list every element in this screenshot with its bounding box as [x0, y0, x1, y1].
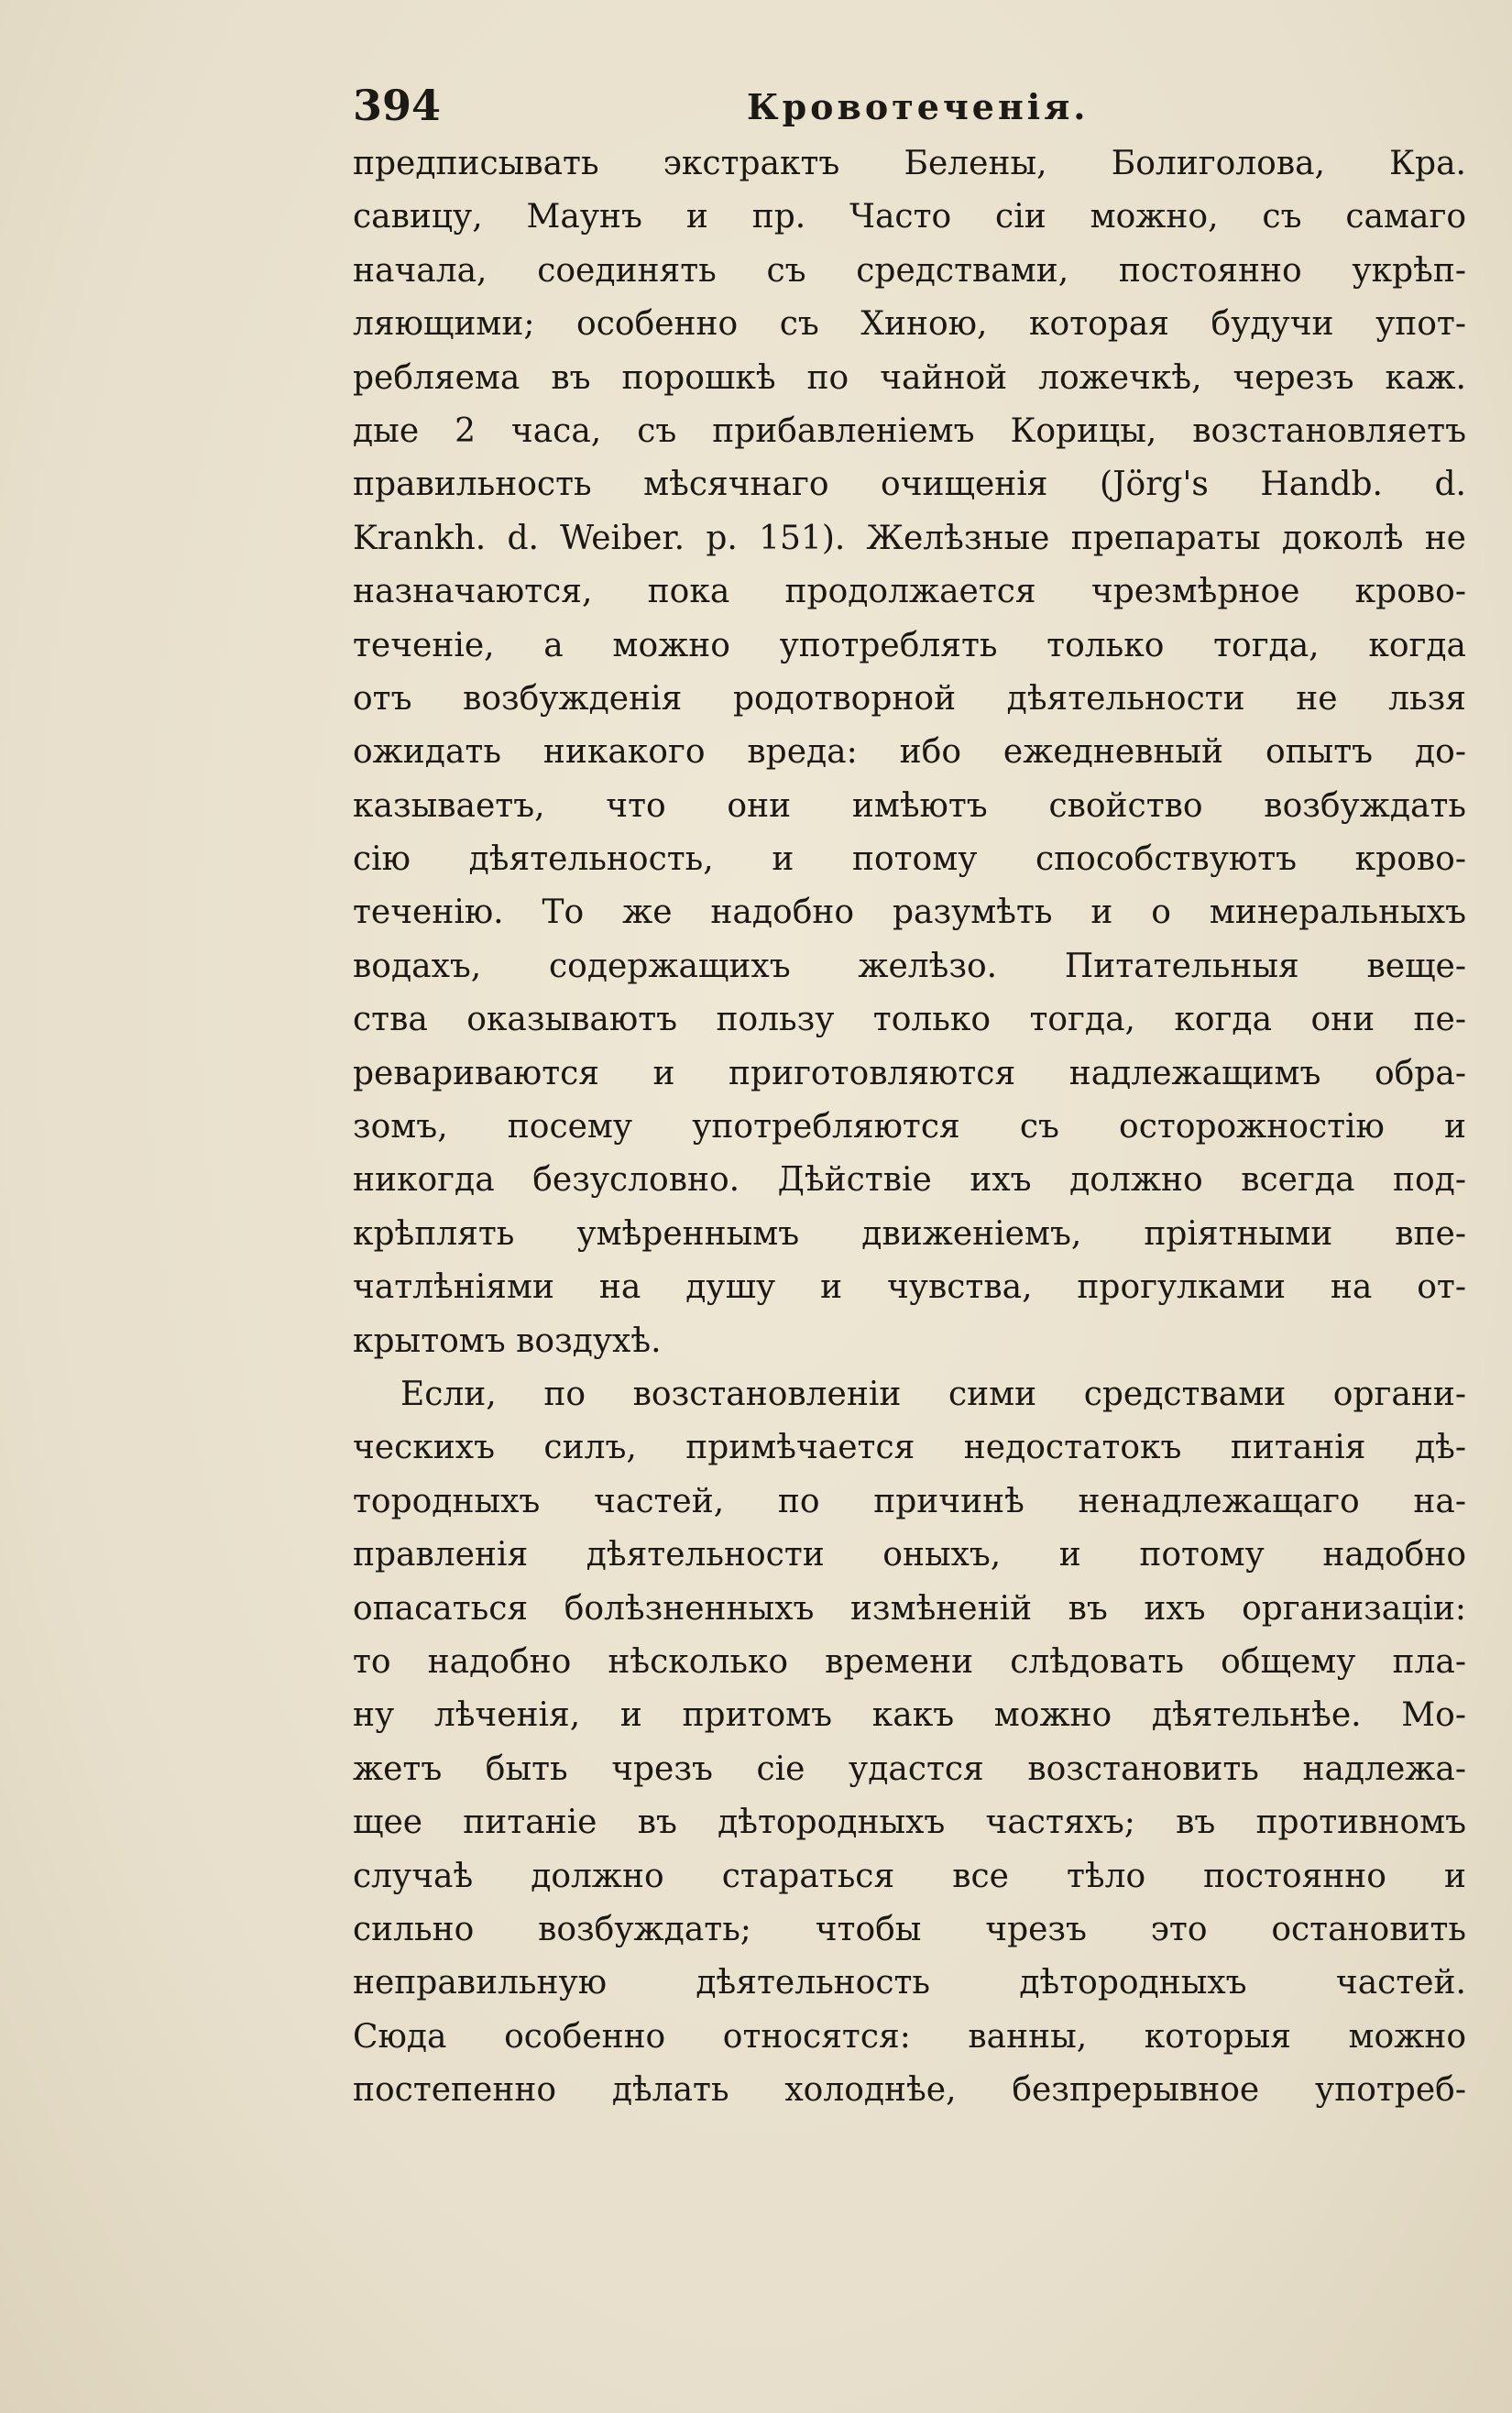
text-line: теченію. То же надобно разумѣть и о минеральныхъ	[353, 894, 1466, 932]
text-line: Krankh. d. Weiber. p. 151). Желѣзные препараты доколѣ не	[353, 519, 1466, 557]
text-line: тородныхъ частей, по причинѣ ненадлежащаго на-	[353, 1482, 1466, 1520]
text-line: начала, соединять съ средствами, постоянно укрѣп-	[353, 251, 1466, 290]
text-line: ну лѣченія, и притомъ какъ можно дѣятельнѣе. Мо-	[353, 1696, 1466, 1735]
text-line: правленія дѣятельности оныхъ, и потому надобно	[353, 1536, 1466, 1574]
text-line: сильно возбуждать; чтобы чрезъ это остановить	[353, 1910, 1466, 1948]
text-line: правильность мѣсячнаго очищенія (Jörg's Handb. d.	[353, 466, 1466, 504]
text-line: ческихъ силъ, примѣчается недостатокъ питанія дѣ-	[353, 1429, 1466, 1467]
text-line: казываетъ, что они имѣютъ свойство возбуждать	[353, 786, 1466, 825]
text-line: опасаться болѣзненныхъ измѣненій въ ихъ организаціи:	[353, 1589, 1466, 1628]
body-text	[353, 137, 1466, 2117]
text-line: жетъ быть чрезъ сіе удастся возстановить надлежа-	[353, 1749, 1466, 1788]
text-line: предписывать экстрактъ Белены, Болиголова, Кра.	[353, 145, 1466, 182]
text-line: то надобно нѣсколько времени слѣдовать общему пла-	[353, 1642, 1466, 1681]
text-line: зомъ, посему употребляются съ осторожностію и	[353, 1108, 1466, 1146]
text-line: ляющими; особенно съ Хиною, которая будучи упот-	[353, 305, 1466, 344]
paragraph-start-line: Если, по возстановленіи сими средствами органи-	[400, 1375, 1466, 1413]
text-line: случаѣ должно стараться все тѣло постоянно и	[353, 1857, 1466, 1895]
text-line: чатлѣніями на душу и чувства, прогулками на от-	[353, 1268, 1466, 1307]
text-line: никогда безусловно. Дѣйствіе ихъ должно всегда под-	[353, 1161, 1466, 1200]
text-line: водахъ, содержащихъ желѣзо. Питательныя веще-	[353, 947, 1466, 985]
text-line: неправильную дѣятельность дѣтородныхъ частей.	[353, 1964, 1466, 2002]
text-line: ства оказываютъ пользу только тогда, когда они пе-	[353, 1001, 1466, 1039]
text-line: ожидать никакого вреда: ибо ежедневный опытъ до-	[353, 733, 1466, 772]
text-line: ревариваются и приготовляются надлежащимъ обра-	[353, 1054, 1466, 1092]
text-line: теченіе, а можно употреблять только тогда, когда	[353, 626, 1466, 664]
page-header	[353, 81, 1466, 136]
text-line: ребляема въ порошкѣ по чайной ложечкѣ, черезъ каж.	[353, 358, 1466, 397]
text-line: отъ возбужденія родотворной дѣятельности не льзя	[353, 679, 1466, 718]
text-line: сію дѣятельность, и потому способствуютъ крово-	[353, 840, 1466, 879]
text-line: назначаются, пока продолжается чрезмѣрное крово-	[353, 573, 1466, 611]
text-line: савицу, Маунъ и пр. Часто сіи можно, съ самаго	[353, 198, 1466, 236]
text-line: щее питаніе въ дѣтородныхъ частяхъ; въ противномъ	[353, 1804, 1466, 1842]
text-line: крѣплять умѣреннымъ движеніемъ, пріятными впе-	[353, 1214, 1466, 1253]
text-line: дые 2 часа, съ прибавленіемъ Корицы, возстановляетъ	[353, 411, 1466, 450]
text-line: Сюда особенно относятся: ванны, которыя можно	[353, 2017, 1466, 2056]
paragraph-end-line: крытомъ воздухѣ.	[353, 1322, 662, 1360]
running-head: Кровотеченія.	[747, 86, 1090, 127]
text-line: постепенно дѣлать холоднѣе, безпрерывное употреб-	[353, 2071, 1466, 2110]
page-number: 394	[353, 81, 442, 130]
